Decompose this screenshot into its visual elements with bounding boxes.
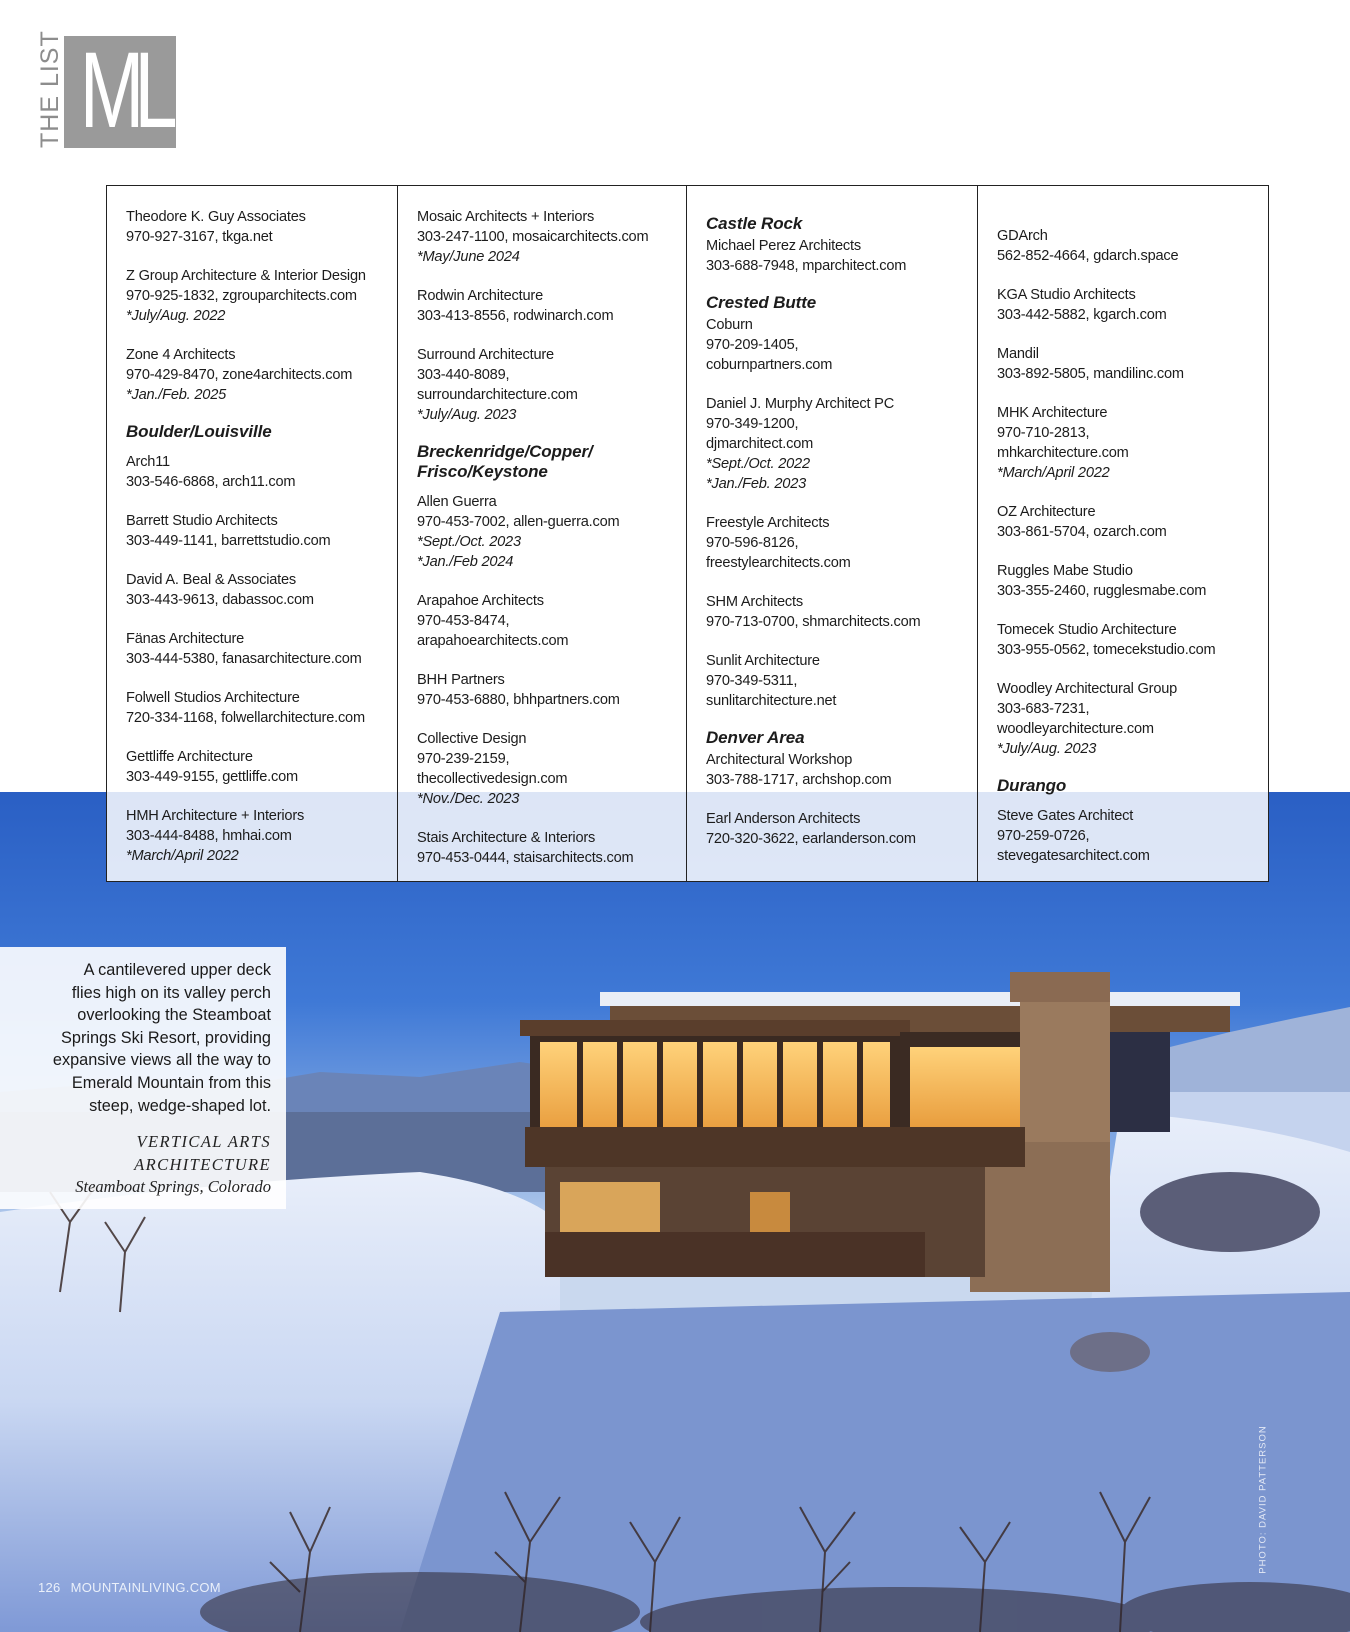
architect-entry <box>417 828 680 868</box>
feature-issue-note: *Sept./Oct. 2023 <box>417 534 521 550</box>
firm-contact: 970-349-5311, <box>706 673 798 689</box>
firm-contact: 970-453-7002, allen-guerra.com <box>417 514 620 530</box>
region-heading <box>997 776 1262 796</box>
caption-line: Emerald Mountain from this <box>71 1073 271 1092</box>
firm-contact: 970-453-0444, staisarchitects.com <box>417 850 634 866</box>
firm-contact: 303-442-5882, kgarch.com <box>997 307 1167 323</box>
architect-entry <box>126 806 391 866</box>
firm-contact: 720-320-3622, earlanderson.com <box>706 831 916 847</box>
feature-issue-note: *July/Aug. 2023 <box>417 407 517 423</box>
firm-contact: 303-861-5704, ozarch.com <box>997 524 1167 540</box>
logo-vertical-text <box>36 30 64 148</box>
feature-issue-note: *May/June 2024 <box>417 249 520 265</box>
region-name: Frisco/Keystone <box>417 462 548 481</box>
architect-entry <box>126 207 391 247</box>
architects-list <box>106 185 1269 882</box>
firm-contact: 970-710-2813, <box>997 425 1090 441</box>
firm-contact: 970-429-8470, zone4architects.com <box>126 367 353 383</box>
firm-contact: mhkarchitecture.com <box>997 445 1129 461</box>
firm-name: Sunlit Architecture <box>706 653 820 669</box>
architect-entry <box>417 670 680 710</box>
firm-contact: woodleyarchitecture.com <box>997 721 1154 737</box>
firm-contact: 303-688-7948, mparchitect.com <box>706 258 907 274</box>
architect-entry <box>126 266 391 326</box>
firm-contact: 970-925-1832, zgrouparchitects.com <box>126 288 357 304</box>
firm-name: Mosaic Architects + Interiors <box>417 209 595 225</box>
feature-issue-note: *July/Aug. 2023 <box>997 741 1097 757</box>
firm-name: Zone 4 Architects <box>126 347 236 363</box>
region-name: Denver Area <box>706 728 805 747</box>
firm-name: MHK Architecture <box>997 405 1108 421</box>
architect-entry <box>417 729 680 809</box>
firm-contact: 303-443-9613, dabassoc.com <box>126 592 314 608</box>
firm-name: Coburn <box>706 317 753 333</box>
firm-name: Allen Guerra <box>417 494 497 510</box>
feature-issue-note: *Sept./Oct. 2022 <box>706 456 810 472</box>
firm-contact: 303-546-6868, arch11.com <box>126 474 296 490</box>
caption-line: Springs Ski Resort, providing <box>61 1028 271 1047</box>
firm-name: HMH Architecture + Interiors <box>126 808 305 824</box>
photo-credit-text: PHOTO: DAVID PATTERSON <box>1257 1425 1269 1574</box>
architect-entry <box>997 561 1262 601</box>
firm-contact: 970-453-6880, bhhpartners.com <box>417 692 620 708</box>
architect-entry <box>417 492 680 572</box>
page-number: 126 <box>38 1580 61 1595</box>
architect-entry <box>706 809 971 849</box>
architect-entry <box>126 747 391 787</box>
firm-name: Freestyle Architects <box>706 515 830 531</box>
architect-entry <box>126 452 391 492</box>
firm-contact: freestylearchitects.com <box>706 555 851 571</box>
list-column-3 <box>686 186 977 881</box>
architect-entry <box>997 344 1262 384</box>
caption-line: steep, wedge-shaped lot. <box>89 1096 271 1115</box>
firm-contact: 720-334-1168, folwellarchitecture.com <box>126 710 365 726</box>
feature-issue-note: *Nov./Dec. 2023 <box>417 791 520 807</box>
firm-name: Ruggles Mabe Studio <box>997 563 1133 579</box>
architect-entry <box>417 591 680 651</box>
firm-contact: 303-413-8556, rodwinarch.com <box>417 308 614 324</box>
firm-contact: 303-449-1141, barrettstudio.com <box>126 533 331 549</box>
site-url[interactable]: MOUNTAINLIVING.COM <box>70 1580 221 1595</box>
architect-entry <box>997 226 1262 266</box>
region-name: Crested Butte <box>706 293 817 312</box>
firm-name: KGA Studio Architects <box>997 287 1136 303</box>
firm-contact: arapahoearchitects.com <box>417 633 569 649</box>
architect-entry <box>997 620 1262 660</box>
firm-name: OZ Architecture <box>997 504 1096 520</box>
firm-contact: stevegatesarchitect.com <box>997 848 1150 864</box>
firm-contact: djmarchitect.com <box>706 436 814 452</box>
feature-issue-note: *Jan./Feb. 2025 <box>126 387 227 403</box>
firm-contact: 970-239-2159, <box>417 751 510 767</box>
firm-name: Stais Architecture & Interiors <box>417 830 596 846</box>
firm-contact: 970-259-0726, <box>997 828 1090 844</box>
list-column-2 <box>397 186 686 881</box>
architect-entry <box>126 345 391 405</box>
feature-issue-note: *March/April 2022 <box>997 465 1110 481</box>
the-list-logo <box>36 29 176 150</box>
firm-name: Rodwin Architecture <box>417 288 543 304</box>
page-footer <box>38 1580 221 1595</box>
credit-firm-line: ARCHITECTURE <box>134 1154 271 1174</box>
caption-line: A cantilevered upper deck <box>83 961 271 979</box>
feature-issue-note: *March/April 2022 <box>126 848 239 864</box>
logo-vertical-label: THE LIST <box>36 30 64 148</box>
architect-entry <box>706 236 971 276</box>
firm-contact: 303-788-1717, archshop.com <box>706 772 892 788</box>
firm-contact: surroundarchitecture.com <box>417 387 578 403</box>
architect-entry <box>997 679 1262 759</box>
firm-name: GDArch <box>997 228 1048 244</box>
region-name: Castle Rock <box>706 214 803 233</box>
architect-entry <box>706 651 971 711</box>
architect-entry <box>706 513 971 573</box>
firm-name: Michael Perez Architects <box>706 238 861 254</box>
architect-entry <box>126 688 391 728</box>
firm-contact: 970-209-1405, <box>706 337 799 353</box>
firm-contact: 303-444-5380, fanasarchitecture.com <box>126 651 362 667</box>
architect-entry <box>997 403 1262 483</box>
firm-name: Mandil <box>997 346 1039 362</box>
firm-name: Collective Design <box>417 731 527 747</box>
firm-contact: 970-596-8126, <box>706 535 799 551</box>
list-column-1 <box>107 186 397 881</box>
firm-contact: 303-440-8089, <box>417 367 510 383</box>
firm-contact: 970-713-0700, shmarchitects.com <box>706 614 921 630</box>
firm-name: Barrett Studio Architects <box>126 513 278 529</box>
architect-entry <box>706 394 971 494</box>
list-column-4 <box>977 186 1268 881</box>
photo-caption <box>0 947 286 1209</box>
firm-name: Arch11 <box>126 454 170 470</box>
house-scene-illustration <box>0 792 1350 1632</box>
firm-contact: 303-955-0562, tomecekstudio.com <box>997 642 1216 658</box>
caption-line: flies high on its valley perch <box>71 983 271 1002</box>
caption-text <box>11 959 271 1117</box>
firm-name: Daniel J. Murphy Architect PC <box>706 396 895 412</box>
architect-entry <box>126 629 391 669</box>
region-name: Boulder/Louisville <box>126 422 272 441</box>
region-name: Breckenridge/Copper/ <box>417 442 593 461</box>
architect-entry <box>997 285 1262 325</box>
feature-issue-note: *July/Aug. 2022 <box>126 308 226 324</box>
firm-contact: coburnpartners.com <box>706 357 833 373</box>
region-heading <box>706 293 971 313</box>
firm-contact: 303-247-1100, mosaicarchitects.com <box>417 229 649 245</box>
region-name: Durango <box>997 776 1067 795</box>
feature-issue-note: *Jan./Feb 2024 <box>417 554 514 570</box>
architect-entry <box>997 502 1262 542</box>
firm-name: Tomecek Studio Architecture <box>997 622 1177 638</box>
architect-entry <box>417 345 680 425</box>
firm-contact: 303-355-2460, rugglesmabe.com <box>997 583 1207 599</box>
architect-entry <box>126 570 391 610</box>
architect-entry <box>997 806 1262 866</box>
firm-name: Arapahoe Architects <box>417 593 544 609</box>
firm-name: Earl Anderson Architects <box>706 811 861 827</box>
region-heading <box>126 422 391 442</box>
firm-contact: 303-892-5805, mandilinc.com <box>997 366 1184 382</box>
architect-entry <box>417 286 680 326</box>
firm-name: David A. Beal & Associates <box>126 572 297 588</box>
region-heading <box>706 214 971 234</box>
architect-entry <box>417 207 680 267</box>
caption-line: overlooking the Steamboat <box>77 1006 271 1025</box>
firm-name: BHH Partners <box>417 672 505 688</box>
firm-name: Gettliffe Architecture <box>126 749 253 765</box>
firm-contact: 970-927-3167, tkga.net <box>126 229 273 245</box>
firm-contact: 303-444-8488, hmhai.com <box>126 828 292 844</box>
credit-firm-line: VERTICAL ARTS <box>136 1132 271 1151</box>
firm-contact: 562-852-4664, gdarch.space <box>997 248 1179 264</box>
firm-name: Folwell Studios Architecture <box>126 690 300 706</box>
region-heading <box>706 728 971 748</box>
firm-name: Architectural Workshop <box>706 752 853 768</box>
firm-name: Theodore K. Guy Associates <box>126 209 306 225</box>
firm-contact: thecollectivedesign.com <box>417 771 568 787</box>
firm-name: Woodley Architectural Group <box>997 681 1178 697</box>
firm-contact: 303-683-7231, <box>997 701 1090 717</box>
caption-credit <box>75 1131 271 1199</box>
architect-entry <box>706 750 971 790</box>
firm-name: Z Group Architecture & Interior Design <box>126 268 366 284</box>
hero-photo <box>0 792 1350 1632</box>
firm-name: SHM Architects <box>706 594 803 610</box>
architect-entry <box>706 315 971 375</box>
firm-contact: sunlitarchitecture.net <box>706 693 837 709</box>
firm-contact: 303-449-9155, gettliffe.com <box>126 769 299 785</box>
architect-entry <box>126 511 391 551</box>
firm-contact: 970-453-8474, <box>417 613 510 629</box>
firm-contact: 970-349-1200, <box>706 416 799 432</box>
region-heading <box>417 442 680 482</box>
architect-entry <box>706 592 971 632</box>
firm-name: Fänas Architecture <box>126 631 245 647</box>
caption-line: expansive views all the way to <box>52 1051 271 1070</box>
logo-monogram-box <box>64 29 176 150</box>
firm-name: Surround Architecture <box>417 347 554 363</box>
credit-location: Steamboat Springs, Colorado <box>75 1177 271 1196</box>
feature-issue-note: *Jan./Feb. 2023 <box>706 476 807 492</box>
firm-name: Steve Gates Architect <box>997 808 1134 824</box>
logo-monogram: ML <box>79 29 168 150</box>
